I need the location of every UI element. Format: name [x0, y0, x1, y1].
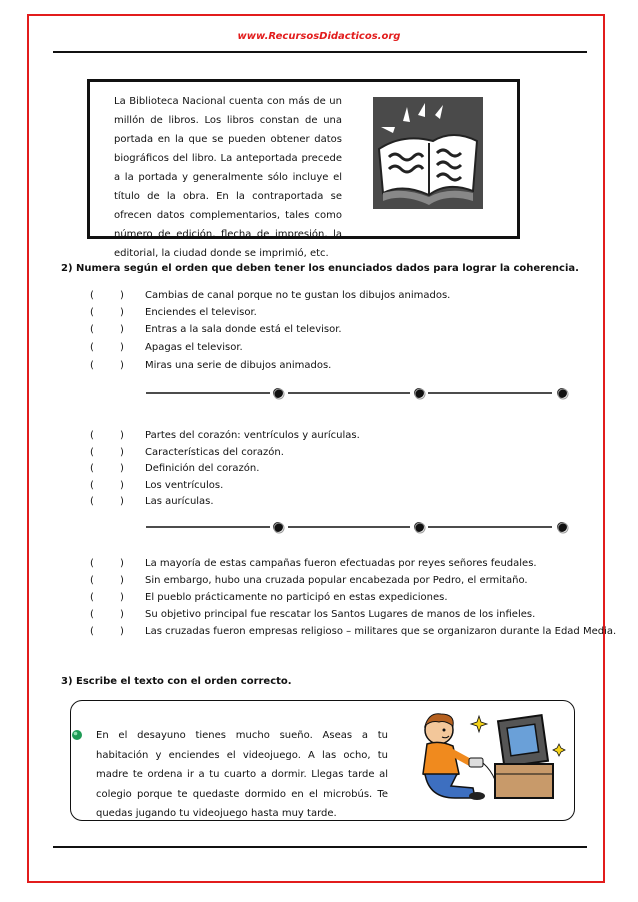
order-answer-line[interactable] [0, 383, 638, 403]
top-rule [53, 51, 587, 53]
item-text: Cambias de canal porque no te gustan los dibujos animados. [145, 290, 451, 301]
paren-close: ) [120, 324, 124, 335]
item-text: Definición del corazón. [145, 463, 260, 474]
paren-close: ) [120, 558, 124, 569]
item-text: Enciendes el televisor. [145, 307, 257, 318]
item-text: Los ventrículos. [145, 480, 224, 491]
paren-open[interactable]: ( [90, 360, 94, 371]
paren-open[interactable]: ( [90, 290, 94, 301]
paren-open[interactable]: ( [90, 558, 94, 569]
paren-close: ) [120, 575, 124, 586]
bottom-rule [53, 846, 587, 848]
bullet-icon [71, 729, 83, 741]
paren-close: ) [120, 592, 124, 603]
paren-open[interactable]: ( [90, 324, 94, 335]
paren-close: ) [120, 609, 124, 620]
paren-open[interactable]: ( [90, 496, 94, 507]
item-text: Características del corazón. [145, 447, 284, 458]
paren-close: ) [120, 447, 124, 458]
paren-close: ) [120, 496, 124, 507]
paren-open[interactable]: ( [90, 463, 94, 474]
item-text: El pueblo prácticamente no participó en estas expediciones. [145, 592, 448, 603]
intro-paragraph: La Biblioteca Nacional cuenta con más de un millón de libros. Los libros constan de una portada en la que se pueden obtener datos biográficos del libro. La anteportada precede a la portada y generalmente sólo incluye el título de la obra. En la contraportada se ofrecen datos complementarios, tales como número de edición, flecha de impresión, la editorial, la ciudad donde se imprimió, etc. [114, 96, 342, 259]
paren-close: ) [120, 290, 124, 301]
item-text: Su objetivo principal fue rescatar los Santos Lugares de manos de los infieles. [145, 609, 536, 620]
item-text: Miras una serie de dibujos animados. [145, 360, 332, 371]
paren-close: ) [120, 430, 124, 441]
paren-open[interactable]: ( [90, 609, 94, 620]
item-text: Apagas el televisor. [145, 342, 243, 353]
book-icon [373, 97, 483, 209]
paren-open[interactable]: ( [90, 575, 94, 586]
site-url[interactable]: www.RecursosDidacticos.org [237, 31, 401, 42]
item-text: Partes del corazón: ventrículos y aurículas. [145, 430, 360, 441]
paren-open[interactable]: ( [90, 447, 94, 458]
paren-open[interactable]: ( [90, 307, 94, 318]
paren-close: ) [120, 463, 124, 474]
item-text: Sin embargo, hubo una cruzada popular encabezada por Pedro, el ermitaño. [145, 575, 528, 586]
order-answer-line[interactable] [0, 517, 638, 537]
paren-close: ) [120, 307, 124, 318]
item-text: La mayoría de estas campañas fueron efectuadas por reyes señores feudales. [145, 558, 537, 569]
section2-heading: 2) Numera según el orden que deben tener los enunciados dados para lograr la coherencia. [61, 263, 579, 274]
paren-close: ) [120, 342, 124, 353]
section3-heading: 3) Escribe el texto con el orden correcto. [61, 676, 292, 687]
item-text: Las aurículas. [145, 496, 214, 507]
boy-videogame-illustration [415, 708, 567, 808]
paren-close: ) [120, 480, 124, 491]
paren-close: ) [120, 626, 124, 637]
paren-open[interactable]: ( [90, 592, 94, 603]
paren-close: ) [120, 360, 124, 371]
paren-open[interactable]: ( [90, 626, 94, 637]
exercise-text: En el desayuno tienes mucho sueño. Aseas a tu habitación y enciendes el videojuego. A las ocho, tu madre te ordena ir a tu cuarto a dormir. Llegas tarde al colegio porque te quedaste dormido en el microbús. Te quedas jugando tu videojuego hasta muy tarde. [96, 730, 388, 819]
item-text: Las cruzadas fueron empresas religioso – militares que se organizaron durante la Edad Media. [145, 626, 617, 637]
paren-open[interactable]: ( [90, 430, 94, 441]
paren-open[interactable]: ( [90, 342, 94, 353]
item-text: Entras a la sala donde está el televisor. [145, 324, 342, 335]
paren-open[interactable]: ( [90, 480, 94, 491]
